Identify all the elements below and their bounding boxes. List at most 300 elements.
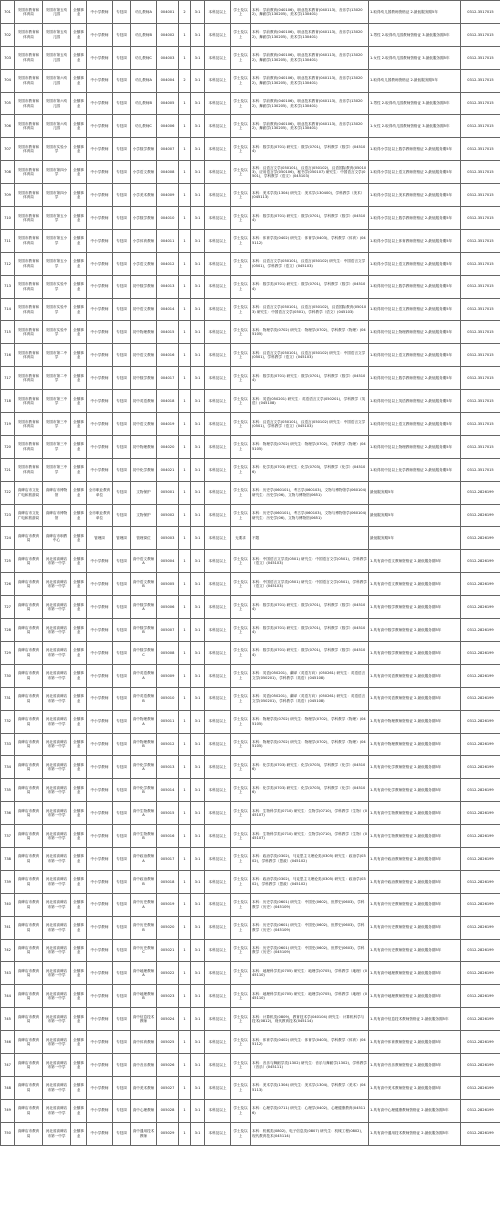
cell-dept: 安国市教育和体育局: [15, 184, 43, 207]
cell-scope: 中小学教师: [87, 779, 113, 802]
cell-title: 高中政治教师A: [131, 847, 157, 870]
cell-title: 初中语文教师: [131, 298, 157, 321]
cell-no: 739: [1, 870, 15, 893]
cell-edu: 本科及以上: [205, 596, 231, 619]
cell-edu: 本科及以上: [205, 1053, 231, 1076]
cell-scope: 中小学教师: [87, 893, 113, 916]
cell-no: 720: [1, 435, 15, 458]
cell-num: 1: [179, 619, 191, 642]
cell-no: 706: [1, 115, 15, 138]
table-row: [1, 550, 500, 573]
cell-unit: 安国市第五小学: [43, 207, 71, 230]
cell-post: 专技岗: [113, 573, 131, 596]
cell-unit: 河北省高碑店市第一中学: [43, 756, 71, 779]
cell-deg: 学士及以上: [231, 985, 251, 1008]
cell-num: 1: [179, 435, 191, 458]
cell-edu: 本科及以上: [205, 367, 231, 390]
cell-other: 1.取得初中及以上数学教师资格证 2.最低服务期5年: [369, 275, 461, 298]
cell-edu: 本科及以上: [205, 527, 231, 550]
cell-ratio: 3:1: [191, 298, 205, 321]
cell-deg: 学士及以上: [231, 1076, 251, 1099]
cell-deg: 学士及以上: [231, 1099, 251, 1122]
cell-post: 专技岗: [113, 939, 131, 962]
cell-dept: 安国市教育和体育局: [15, 321, 43, 344]
cell-no: 742: [1, 939, 15, 962]
cell-post: 专技岗: [113, 138, 131, 161]
cell-unit: 河北省高碑店市第一中学: [43, 825, 71, 848]
cell-scope: 中小学教师: [87, 138, 113, 161]
cell-unit: 河北省高碑店市第一中学: [43, 619, 71, 642]
cell-tel: 0312-2826199: [461, 641, 500, 664]
cell-unit: 安国市第三中学: [43, 435, 71, 458]
cell-major: 本科：历史学(060101)，考古学(060103)，文物与博物馆学(060104) 研究生：历史学(06)，文物与博物馆(0651): [251, 504, 369, 527]
cell-scope: 中小学教师: [87, 92, 113, 115]
cell-no: 724: [1, 527, 15, 550]
cell-major: 本科：学前教育(040106)，职业技术教育(040113)，音乐学(130202)，舞蹈学(130205)，美术学(130401): [251, 115, 369, 138]
cell-post: 专技岗: [113, 733, 131, 756]
cell-edu: 本科及以上: [205, 619, 231, 642]
cell-dept: 高碑店市教育局: [15, 870, 43, 893]
cell-major: 本科：数学类(0701) 研究生：数学(0701)，学科教学（数学）(045104): [251, 641, 369, 664]
cell-unit: 河北省高碑店市第一中学: [43, 847, 71, 870]
table-row: [1, 573, 500, 596]
cell-level: 全额事业: [71, 46, 87, 69]
cell-edu: 本科及以上: [205, 252, 231, 275]
cell-scope: 中小学教师: [87, 1031, 113, 1054]
cell-no: 726: [1, 573, 15, 596]
table-row: [1, 413, 500, 436]
cell-deg: 学士及以上: [231, 779, 251, 802]
cell-no: 705: [1, 92, 15, 115]
cell-title: 初中物理教师: [131, 435, 157, 458]
cell-num: 1: [179, 756, 191, 779]
cell-other: 1.取得小学及以上数学教师资格证 2.最低服务期5年: [369, 138, 461, 161]
cell-level: 全额事业: [71, 550, 87, 573]
cell-num: 1: [179, 92, 191, 115]
table-row: [1, 207, 500, 230]
cell-major: 本科：英语(050201)，翻译（英语方向）(050261) 研究生：英语语言文学(050201)，学科教学（英语）(045108): [251, 664, 369, 687]
cell-scope: 中小学教师: [87, 184, 113, 207]
cell-code: 005013: [157, 756, 179, 779]
cell-deg: 学士及以上: [231, 298, 251, 321]
cell-num: 1: [179, 390, 191, 413]
cell-level: 全额事业: [71, 69, 87, 92]
cell-num: 1: [179, 870, 191, 893]
cell-code: 005026: [157, 1053, 179, 1076]
cell-num: 1: [179, 710, 191, 733]
cell-ratio: 3:1: [191, 69, 205, 92]
table-row: [1, 893, 500, 916]
cell-tel: 0312-3517015: [461, 298, 500, 321]
cell-no: 749: [1, 1099, 15, 1122]
cell-other: 1.取得初中及以上语文教师资格证 2.最低服务期5年: [369, 344, 461, 367]
cell-dept: 高碑店市教育局: [15, 1122, 43, 1145]
cell-unit: 河北省高碑店市第一中学: [43, 779, 71, 802]
cell-edu: 本科及以上: [205, 870, 231, 893]
cell-ratio: 3:1: [191, 275, 205, 298]
cell-dept: 高碑店市文化广电和旅游局: [15, 481, 43, 504]
cell-code: 005018: [157, 870, 179, 893]
cell-post: 专技岗: [113, 596, 131, 619]
cell-tel: 0312-2826199: [461, 893, 500, 916]
cell-post: 专技岗: [113, 1008, 131, 1031]
cell-dept: 高碑店市教育局: [15, 847, 43, 870]
cell-deg: 学士及以上: [231, 687, 251, 710]
cell-scope: 中小学教师: [87, 756, 113, 779]
cell-scope: 管理岗: [87, 527, 113, 550]
cell-edu: 本科及以上: [205, 893, 231, 916]
cell-title: 高中信息技术教师: [131, 1008, 157, 1031]
cell-tel: 0312-2826199: [461, 596, 500, 619]
cell-level: 全额事业: [71, 825, 87, 848]
cell-tel: 0312-2826199: [461, 550, 500, 573]
cell-no: 748: [1, 1076, 15, 1099]
table-row: [1, 321, 500, 344]
cell-tel: 0312-2826199: [461, 733, 500, 756]
cell-tel: 0312-3517015: [461, 367, 500, 390]
cell-scope: 中小学教师: [87, 1076, 113, 1099]
cell-level: 全额事业: [71, 1031, 87, 1054]
cell-level: 全额事业: [71, 1099, 87, 1122]
cell-major: 本科：英语(050201) 研究生：英语语言文学(050201)，学科教学（英语）(045108): [251, 390, 369, 413]
cell-level: 全额事业: [71, 596, 87, 619]
cell-code: 004004: [157, 69, 179, 92]
cell-ratio: 3:1: [191, 184, 205, 207]
cell-dept: 安国市教育和体育局: [15, 115, 43, 138]
cell-edu: 本科及以上: [205, 46, 231, 69]
cell-code: 005007: [157, 619, 179, 642]
cell-title: 小学体育教师: [131, 229, 157, 252]
cell-no: 734: [1, 756, 15, 779]
cell-no: 701: [1, 1, 15, 24]
cell-num: 1: [179, 161, 191, 184]
cell-level: 全额事业: [71, 161, 87, 184]
cell-code: 004011: [157, 229, 179, 252]
cell-num: 1: [179, 596, 191, 619]
cell-edu: 本科及以上: [205, 1031, 231, 1054]
table-row: [1, 115, 500, 138]
cell-post: 专技岗: [113, 619, 131, 642]
cell-other: 1.取得幼儿园教师资格证 2.最低服务期5年: [369, 1, 461, 24]
cell-unit: 安国市实验中学: [43, 298, 71, 321]
cell-title: 高中化学教师B: [131, 779, 157, 802]
cell-edu: 本科及以上: [205, 985, 231, 1008]
cell-major: 本科：数学类(0701) 研究生：数学(0701)，学科教学（数学）(045104): [251, 275, 369, 298]
cell-post: 专技岗: [113, 985, 131, 1008]
cell-other: 1.具有高中英语教师资格证 2.最低服务期5年: [369, 687, 461, 710]
cell-deg: 学士及以上: [231, 413, 251, 436]
cell-code: 004005: [157, 92, 179, 115]
cell-scope: 中小学教师: [87, 69, 113, 92]
cell-scope: 中小学教师: [87, 847, 113, 870]
cell-title: 高中体育教师: [131, 1031, 157, 1054]
cell-num: 1: [179, 23, 191, 46]
cell-code: 004020: [157, 435, 179, 458]
cell-scope: 中小学教师: [87, 825, 113, 848]
cell-scope: 中小学教师: [87, 1122, 113, 1145]
cell-deg: 学士及以上: [231, 893, 251, 916]
cell-ratio: 3:1: [191, 1122, 205, 1145]
cell-unit: 河北省高碑店市第一中学: [43, 664, 71, 687]
cell-ratio: 3:1: [191, 367, 205, 390]
cell-scope: 中小学教师: [87, 161, 113, 184]
cell-major: 本科：化学类(0703) 研究生：化学(0703)，学科教学（化学）(045106): [251, 458, 369, 481]
cell-major: 本科：政治学类(0302)，马克思主义理论类(0305) 研究生：政治学(0302)，学科教学（思政）(045102): [251, 847, 369, 870]
cell-no: 728: [1, 619, 15, 642]
cell-no: 744: [1, 985, 15, 1008]
cell-no: 743: [1, 962, 15, 985]
cell-ratio: 3:1: [191, 596, 205, 619]
cell-unit: 安国市第二中学: [43, 344, 71, 367]
cell-tel: 0312-2826199: [461, 1008, 500, 1031]
cell-deg: 学士及以上: [231, 23, 251, 46]
cell-tel: 0312-2826199: [461, 1053, 500, 1076]
cell-unit: 河北省高碑店市第一中学: [43, 1076, 71, 1099]
cell-other: 1.具有高中数学教师资格证 2.最低服务期5年: [369, 641, 461, 664]
cell-other: 1.取得初中及以上语文教师资格证 2.最低服务期5年: [369, 413, 461, 436]
cell-level: 全额事业: [71, 92, 87, 115]
cell-ratio: 3:1: [191, 504, 205, 527]
cell-major: 本科：历史学(060101)，考古学(060103)，文物与博物馆学(060104) 研究生：历史学(06)，文物与博物馆(0651): [251, 481, 369, 504]
cell-edu: 本科及以上: [205, 1076, 231, 1099]
cell-major: 本科：音乐与舞蹈学类(1302) 研究生：音乐与舞蹈学(1302)，学科教学（音乐）(045111): [251, 1053, 369, 1076]
cell-post: 专技岗: [113, 115, 131, 138]
cell-code: 004003: [157, 46, 179, 69]
cell-major: 本科：生物科学类(0710) 研究生：生物学(0710)，学科教学（生物）(045107): [251, 802, 369, 825]
cell-level: 全额事业: [71, 870, 87, 893]
cell-edu: 本科及以上: [205, 687, 231, 710]
cell-code: 005012: [157, 733, 179, 756]
cell-major: 本科：化学类(0703) 研究生：化学(0703)，学科教学（化学）(045106): [251, 779, 369, 802]
cell-code: 005028: [157, 1099, 179, 1122]
cell-code: 005027: [157, 1076, 179, 1099]
cell-scope: 中小学教师: [87, 321, 113, 344]
cell-unit: 高碑店市博物馆: [43, 504, 71, 527]
cell-other: 最低服务期5年: [369, 527, 461, 550]
cell-level: 全额事业: [71, 573, 87, 596]
cell-major: 本科：数学类(0701) 研究生：数学(0701)，学科教学（数学）(045104): [251, 138, 369, 161]
cell-level: 全额事业: [71, 1122, 87, 1145]
cell-level: 全额事业: [71, 527, 87, 550]
cell-title: 小学数学教师: [131, 138, 157, 161]
cell-unit: 河北省高碑店市第一中学: [43, 985, 71, 1008]
cell-deg: 学士及以上: [231, 825, 251, 848]
cell-ratio: 3:1: [191, 481, 205, 504]
table-row: [1, 596, 500, 619]
cell-deg: 学士及以上: [231, 138, 251, 161]
table-row: [1, 252, 500, 275]
cell-dept: 高碑店市教育局: [15, 1099, 43, 1122]
cell-ratio: 3:1: [191, 115, 205, 138]
cell-major: 本科：数学类(0701) 研究生：数学(0701)，学科教学（数学）(045104): [251, 367, 369, 390]
cell-major: 本科：化学类(0703) 研究生：化学(0703)，学科教学（化学）(045106): [251, 756, 369, 779]
cell-unit: 高碑店市职教中心: [43, 527, 71, 550]
table-row: [1, 756, 500, 779]
cell-ratio: 3:1: [191, 458, 205, 481]
cell-tel: 0312-2826199: [461, 939, 500, 962]
cell-level: 全额事业: [71, 367, 87, 390]
cell-edu: 本科及以上: [205, 23, 231, 46]
table-row: [1, 367, 500, 390]
cell-post: 专技岗: [113, 321, 131, 344]
cell-other: 1.具有高中体育教师资格证 2.最低服务期5年: [369, 1031, 461, 1054]
cell-ratio: 3:1: [191, 550, 205, 573]
cell-dept: 高碑店市教育局: [15, 527, 43, 550]
cell-scope: 中小学教师: [87, 1008, 113, 1031]
table-row: [1, 298, 500, 321]
cell-num: 1: [179, 550, 191, 573]
cell-scope: 中小学教师: [87, 1099, 113, 1122]
cell-major: 不限: [251, 527, 369, 550]
cell-scope: 中小学教师: [87, 710, 113, 733]
cell-dept: 高碑店市教育局: [15, 802, 43, 825]
cell-other: 1.具有高中通用技术教师资格证 2.最低服务期5年: [369, 1122, 461, 1145]
cell-no: 709: [1, 184, 15, 207]
cell-other: 1.具有高中历史教师资格证 2.最低服务期5年: [369, 916, 461, 939]
cell-other: 1.具有高中美术教师资格证 2.最低服务期5年: [369, 1076, 461, 1099]
cell-title: 管理岗位: [131, 527, 157, 550]
cell-major: 本科：计算机类(0809)，教育技术学(040104) 研究生：计算机科学与技术(0812)，现代教育技术(045114): [251, 1008, 369, 1031]
cell-level: 全额事业: [71, 458, 87, 481]
cell-other: 1.男性 2.取得幼儿园教师资格证 3.最低服务期5年: [369, 92, 461, 115]
cell-deg: 学士及以上: [231, 92, 251, 115]
cell-unit: 安国市实验小学: [43, 138, 71, 161]
cell-edu: 本科及以上: [205, 481, 231, 504]
cell-no: 733: [1, 733, 15, 756]
cell-num: 1: [179, 825, 191, 848]
cell-major: 本科：汉语言文学(050101)，汉语言(050102) 研究生：中国语言文学(0501)，学科教学（语文）(045103): [251, 413, 369, 436]
cell-major: 本科：学前教育(040106)，职业技术教育(040113)，音乐学(130202)，舞蹈学(130205)，美术学(130401): [251, 69, 369, 92]
cell-scope: 中小学教师: [87, 962, 113, 985]
cell-num: 1: [179, 985, 191, 1008]
cell-no: 727: [1, 596, 15, 619]
cell-level: 全额事业: [71, 1053, 87, 1076]
table-row: [1, 344, 500, 367]
cell-code: 004001: [157, 1, 179, 24]
cell-ratio: 3:1: [191, 802, 205, 825]
table-row: [1, 1, 500, 24]
cell-num: 1: [179, 321, 191, 344]
cell-no: 740: [1, 893, 15, 916]
cell-unit: 安国市第六幼儿园: [43, 92, 71, 115]
cell-dept: 安国市教育和体育局: [15, 207, 43, 230]
cell-tel: 0312-3517015: [461, 390, 500, 413]
cell-level: 全额事业: [71, 138, 87, 161]
cell-ratio: 3:1: [191, 664, 205, 687]
cell-title: 高中心理教师: [131, 1099, 157, 1122]
cell-deg: 学士及以上: [231, 641, 251, 664]
cell-dept: 高碑店市教育局: [15, 1031, 43, 1054]
table-row: [1, 184, 500, 207]
cell-title: 初中数学教师: [131, 275, 157, 298]
cell-post: 专技岗: [113, 481, 131, 504]
cell-tel: 0312-2826199: [461, 1099, 500, 1122]
cell-no: 750: [1, 1122, 15, 1145]
cell-scope: 中小学教师: [87, 802, 113, 825]
table-row: [1, 161, 500, 184]
cell-num: 1: [179, 229, 191, 252]
cell-tel: 0312-3517015: [461, 1, 500, 24]
cell-title: 高中语文教师A: [131, 550, 157, 573]
cell-unit: 河北省高碑店市第一中学: [43, 573, 71, 596]
cell-level: 全额事业: [71, 1008, 87, 1031]
cell-unit: 河北省高碑店市第一中学: [43, 802, 71, 825]
cell-scope: 中小学教师: [87, 939, 113, 962]
cell-scope: 中小学教师: [87, 550, 113, 573]
cell-title: 幼儿教师C: [131, 46, 157, 69]
cell-major: 本科：地理科学类(0705) 研究生：地理学(0705)，学科教学（地理）(045110): [251, 962, 369, 985]
cell-ratio: 3:1: [191, 344, 205, 367]
cell-tel: 0312-2826199: [461, 916, 500, 939]
cell-unit: 安国市第四小学: [43, 184, 71, 207]
cell-deg: 学士及以上: [231, 756, 251, 779]
cell-ratio: 3:1: [191, 893, 205, 916]
cell-dept: 高碑店市教育局: [15, 893, 43, 916]
cell-deg: 学士及以上: [231, 802, 251, 825]
table-row: [1, 458, 500, 481]
cell-unit: 安国市第五幼儿园: [43, 1, 71, 24]
cell-major: 本科：体育学类(0402) 研究生：体育学(0403)，学科教学（体育）(045112): [251, 1031, 369, 1054]
cell-title: 高中物理教师B: [131, 733, 157, 756]
cell-level: 全额事业: [71, 184, 87, 207]
cell-num: 1: [179, 962, 191, 985]
cell-title: 高中音乐教师: [131, 1053, 157, 1076]
table-row: [1, 1122, 500, 1145]
cell-no: 710: [1, 207, 15, 230]
cell-post: 专技岗: [113, 710, 131, 733]
cell-major: 本科：学前教育(040106)，职业技术教育(040113)，音乐学(130202)，舞蹈学(130205)，美术学(130401): [251, 1, 369, 24]
cell-deg: 学士及以上: [231, 115, 251, 138]
cell-no: 707: [1, 138, 15, 161]
cell-post: 专技岗: [113, 962, 131, 985]
cell-title: 幼儿教师A: [131, 1, 157, 24]
cell-num: 1: [179, 458, 191, 481]
cell-other: 1.具有高中物理教师资格证 2.最低服务期5年: [369, 710, 461, 733]
cell-other: 1.具有高中物理教师资格证 2.最低服务期5年: [369, 733, 461, 756]
cell-num: 1: [179, 916, 191, 939]
cell-code: 004021: [157, 458, 179, 481]
cell-code: 005029: [157, 1122, 179, 1145]
cell-scope: 中小学教师: [87, 870, 113, 893]
cell-no: 747: [1, 1053, 15, 1076]
cell-dept: 安国市教育和体育局: [15, 390, 43, 413]
cell-major: 本科：美术学类(1304) 研究生：美术学(1304)，学科教学（美术）(045113): [251, 1076, 369, 1099]
cell-title: 高中英语教师A: [131, 664, 157, 687]
cell-no: 703: [1, 46, 15, 69]
cell-title: 幼儿教师B: [131, 92, 157, 115]
cell-unit: 河北省高碑店市第一中学: [43, 962, 71, 985]
cell-deg: 学士及以上: [231, 458, 251, 481]
cell-no: 718: [1, 390, 15, 413]
cell-post: 专技岗: [113, 23, 131, 46]
cell-deg: 学士及以上: [231, 1122, 251, 1145]
cell-edu: 本科及以上: [205, 344, 231, 367]
cell-num: 1: [179, 527, 191, 550]
cell-num: 1: [179, 207, 191, 230]
cell-major: 本科：中国语言文学类(0501) 研究生：中国语言文学(0501)，学科教学（语文）(045103): [251, 573, 369, 596]
cell-deg: 学士及以上: [231, 962, 251, 985]
cell-num: 1: [179, 1008, 191, 1031]
cell-tel: 0312-2826199: [461, 619, 500, 642]
cell-unit: 安国市第三中学: [43, 458, 71, 481]
cell-post: 专技岗: [113, 46, 131, 69]
cell-code: 005010: [157, 687, 179, 710]
cell-code: 004016: [157, 344, 179, 367]
cell-deg: 学士及以上: [231, 733, 251, 756]
cell-title: 初中语文教师: [131, 413, 157, 436]
cell-ratio: 3:1: [191, 321, 205, 344]
cell-code: 004019: [157, 413, 179, 436]
